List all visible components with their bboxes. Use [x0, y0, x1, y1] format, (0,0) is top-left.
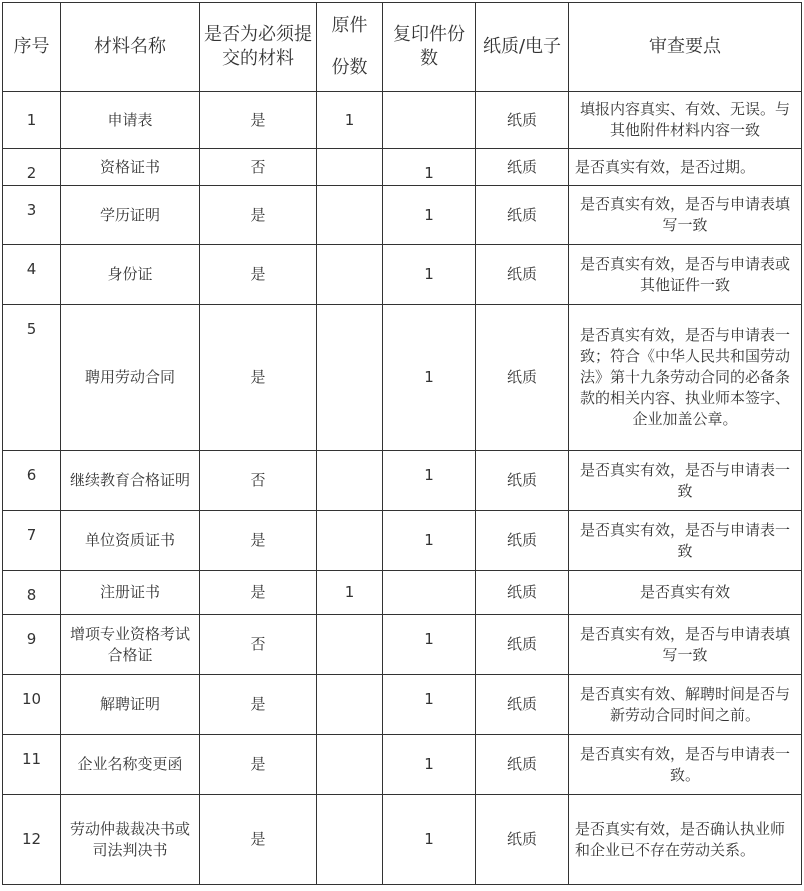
cell-original-count: 1	[317, 571, 383, 615]
cell-original-count	[317, 186, 383, 245]
table-row	[3, 149, 802, 186]
cell-index: 5	[3, 305, 61, 451]
cell-required: 是	[200, 305, 317, 451]
cell-medium: 纸质	[476, 186, 569, 245]
cell-copy-count: 1	[383, 511, 476, 571]
cell-original-count	[317, 305, 383, 451]
cell-required: 否	[200, 451, 317, 511]
cell-medium: 纸质	[476, 511, 569, 571]
cell-review-points: 是否真实有效，是否与申请表填写一致	[569, 186, 802, 245]
cell-review-points: 是否真实有效，是否与申请表或其他证件一致	[569, 245, 802, 305]
cell-index: 9	[3, 615, 61, 675]
table-row	[3, 186, 802, 245]
table-row	[3, 571, 802, 615]
cell-copy-count: 1	[383, 795, 476, 885]
cell-required: 是	[200, 735, 317, 795]
cell-index: 12	[3, 795, 61, 885]
cell-review-points: 是否真实有效	[569, 571, 802, 615]
cell-material-name: 申请表	[61, 92, 200, 149]
table-row	[3, 795, 802, 885]
table-row	[3, 305, 802, 451]
cell-medium: 纸质	[476, 451, 569, 511]
header-original-line1: 原件	[331, 15, 368, 36]
cell-material-name: 注册证书	[61, 571, 200, 615]
cell-index: 8	[3, 571, 61, 615]
header-copy: 复印件份数	[383, 3, 476, 92]
cell-medium: 纸质	[476, 305, 569, 451]
cell-original-count	[317, 511, 383, 571]
cell-index: 10	[3, 675, 61, 735]
cell-required: 否	[200, 615, 317, 675]
cell-index: 4	[3, 245, 61, 305]
materials-table	[2, 2, 802, 885]
cell-review-points: 是否真实有效、解聘时间是否与新劳动合同时间之前。	[569, 675, 802, 735]
cell-review-points: 是否真实有效，是否与申请表一致	[569, 511, 802, 571]
cell-material-name: 企业名称变更函	[61, 735, 200, 795]
cell-copy-count: 1	[383, 735, 476, 795]
cell-material-name: 身份证	[61, 245, 200, 305]
cell-original-count	[317, 149, 383, 186]
table-row	[3, 245, 802, 305]
cell-medium: 纸质	[476, 675, 569, 735]
header-index: 序号	[3, 3, 61, 92]
cell-index: 6	[3, 451, 61, 511]
header-review: 审查要点	[569, 3, 802, 92]
cell-copy-count: 1	[383, 615, 476, 675]
cell-copy-count: 1	[383, 675, 476, 735]
cell-medium: 纸质	[476, 245, 569, 305]
cell-material-name: 资格证书	[61, 149, 200, 186]
cell-material-name: 解聘证明	[61, 675, 200, 735]
table-row	[3, 615, 802, 675]
cell-original-count	[317, 615, 383, 675]
header-original	[317, 3, 383, 92]
table-header-row	[3, 3, 802, 92]
cell-material-name: 继续教育合格证明	[61, 451, 200, 511]
cell-review-points: 是否真实有效，是否与申请表填写一致	[569, 615, 802, 675]
cell-material-name: 学历证明	[61, 186, 200, 245]
table-row	[3, 511, 802, 571]
table-row	[3, 735, 802, 795]
cell-original-count	[317, 675, 383, 735]
cell-copy-count: 1	[383, 186, 476, 245]
cell-material-name: 劳动仲裁裁决书或司法判决书	[61, 795, 200, 885]
cell-review-points: 是否真实有效，是否过期。	[569, 149, 802, 186]
header-required: 是否为必须提交的材料	[200, 3, 317, 92]
cell-index: 7	[3, 511, 61, 571]
cell-index: 1	[3, 92, 61, 149]
cell-review-points: 是否真实有效，是否确认执业师和企业已不存在劳动关系。	[569, 795, 802, 885]
cell-review-points: 是否真实有效，是否与申请表一致。	[569, 735, 802, 795]
cell-required: 是	[200, 186, 317, 245]
cell-medium: 纸质	[476, 735, 569, 795]
cell-required: 是	[200, 245, 317, 305]
cell-copy-count: 1	[383, 245, 476, 305]
cell-original-count: 1	[317, 92, 383, 149]
cell-original-count	[317, 795, 383, 885]
cell-medium: 纸质	[476, 149, 569, 186]
table-row	[3, 675, 802, 735]
table-row	[3, 451, 802, 511]
cell-medium: 纸质	[476, 571, 569, 615]
header-original-line2: 份数	[331, 57, 368, 78]
cell-required: 是	[200, 675, 317, 735]
cell-copy-count	[383, 571, 476, 615]
cell-copy-count: 1	[383, 305, 476, 451]
cell-copy-count	[383, 92, 476, 149]
cell-medium: 纸质	[476, 795, 569, 885]
cell-original-count	[317, 735, 383, 795]
cell-required: 否	[200, 149, 317, 186]
cell-required: 是	[200, 511, 317, 571]
cell-index: 11	[3, 735, 61, 795]
cell-medium: 纸质	[476, 92, 569, 149]
cell-copy-count: 1	[383, 149, 476, 186]
cell-copy-count: 1	[383, 451, 476, 511]
cell-original-count	[317, 451, 383, 511]
cell-required: 是	[200, 795, 317, 885]
cell-material-name: 聘用劳动合同	[61, 305, 200, 451]
header-name: 材料名称	[61, 3, 200, 92]
cell-original-count	[317, 245, 383, 305]
cell-required: 是	[200, 92, 317, 149]
cell-material-name: 单位资质证书	[61, 511, 200, 571]
cell-material-name: 增项专业资格考试合格证	[61, 615, 200, 675]
cell-review-points: 填报内容真实、有效、无误。与其他附件材料内容一致	[569, 92, 802, 149]
cell-index: 2	[3, 149, 61, 186]
cell-medium: 纸质	[476, 615, 569, 675]
table-row	[3, 92, 802, 149]
header-medium: 纸质/电子	[476, 3, 569, 92]
cell-required: 是	[200, 571, 317, 615]
cell-index: 3	[3, 186, 61, 245]
cell-review-points: 是否真实有效，是否与申请表一致	[569, 451, 802, 511]
cell-review-points: 是否真实有效，是否与申请表一致；符合《中华人民共和国劳动法》第十九条劳动合同的必备条款的相关内容、执业师本签字、企业加盖公章。	[569, 305, 802, 451]
